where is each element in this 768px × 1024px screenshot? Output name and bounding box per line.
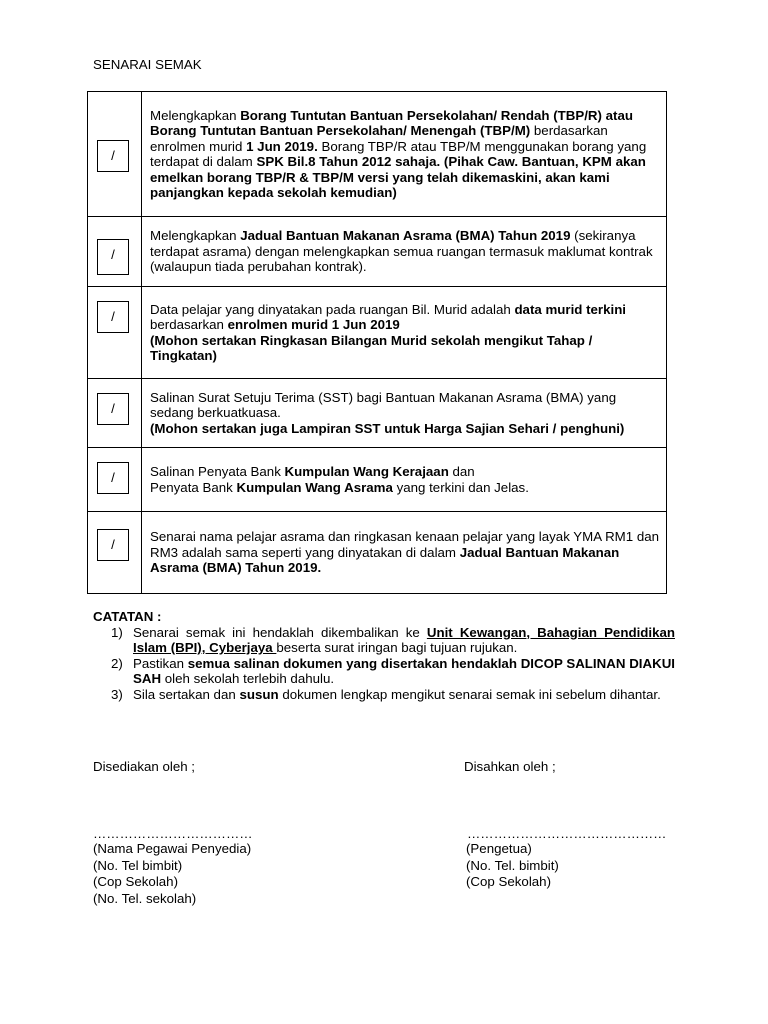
preparer-phone-label: (No. Tel bimbit) bbox=[93, 857, 183, 873]
checklist-text: Senarai nama pelajar asrama dan ringkasan kenaan pelajar yang layak YMA RM1 dan RM3 adalah sama seperti yang dinyatakan di dalam Jadual Bantuan Makanan Asrama (BMA) Tahun 2019. bbox=[142, 512, 667, 594]
notes-section bbox=[93, 609, 675, 702]
checklist-row bbox=[88, 287, 667, 379]
list-item: 3) Sila sertakan dan susun dokumen lengkap mengikut senarai semak ini sebelum dihantar. bbox=[111, 686, 661, 702]
checklist-text: Salinan Surat Setuju Terima (SST) bagi Bantuan Makanan Asrama (BMA) yang sedang berkuatkuasa. (Mohon sertakan juga Lampiran SST untuk Harga Sajian Sehari / penghuni) bbox=[142, 379, 667, 448]
approver-details bbox=[466, 841, 559, 891]
approver-name-label: (Pengetua) bbox=[466, 841, 532, 856]
checklist-row bbox=[88, 512, 667, 594]
preparer-details bbox=[93, 841, 251, 907]
signature-line-left: ……………………………… bbox=[93, 826, 253, 841]
checkbox[interactable]: / bbox=[97, 239, 129, 275]
checklist-text: Salinan Penyata Bank Kumpulan Wang Kerajaan dan Penyata Bank Kumpulan Wang Asrama yang terkini dan Jelas. bbox=[142, 448, 667, 512]
approver-stamp-label: (Cop Sekolah) bbox=[466, 874, 551, 889]
checkbox[interactable]: / bbox=[97, 140, 129, 172]
notes-list bbox=[93, 625, 675, 703]
checklist-row bbox=[88, 217, 667, 287]
checklist-text: Melengkapkan Borang Tuntutan Bantuan Persekolahan/ Rendah (TBP/R) atau Borang Tuntutan Bantuan Persekolahan/ Menengah (TBP/M) berdasarkan enrolmen murid 1 Jun 2019. Borang TBP/R atau TBP/M menggunakan borang yang terdapat di dalam SPK Bil.8 Tahun 2012 sahaja. (Pihak Caw. Bantuan, KPM akan emelkan borang TBP/R & TBP/M versi yang telah dikemaskini, akan kami panjangkan kepada sekolah kemudian) bbox=[142, 92, 667, 217]
checklist-table bbox=[87, 91, 667, 594]
checklist-row bbox=[88, 379, 667, 448]
list-item: 1) Senarai semak ini hendaklah dikembalikan ke Unit Kewangan, Bahagian Pendidikan Islam (BPI), Cyberjaya beserta surat iringan bagi tujuan rujukan. bbox=[111, 624, 675, 655]
preparer-stamp-label: (Cop Sekolah) bbox=[93, 874, 178, 889]
checklist-row bbox=[88, 92, 667, 217]
preparer-name-label: (Nama Pegawai Penyedia) bbox=[93, 841, 252, 856]
checkbox[interactable]: / bbox=[97, 301, 129, 333]
checkbox[interactable]: / bbox=[97, 529, 129, 561]
checkbox[interactable]: / bbox=[97, 393, 129, 425]
prepared-by-label: Disediakan oleh ; bbox=[93, 759, 196, 774]
approver-phone-label: (No. Tel. bimbit) bbox=[466, 857, 559, 873]
checkbox[interactable]: / bbox=[97, 462, 129, 494]
school-phone-label: (No. Tel. sekolah) bbox=[93, 890, 197, 906]
checklist-text: Melengkapkan Jadual Bantuan Makanan Asrama (BMA) Tahun 2019 (sekiranya terdapat asrama) dengan melengkapkan semua ruangan termasuk maklumat kontrak (walaupun tiada perubahan kontrak). bbox=[142, 217, 667, 287]
checklist-text: Data pelajar yang dinyatakan pada ruangan Bil. Murid adalah data murid terkini berdasarkan enrolmen murid 1 Jun 2019 (Mohon sertakan Ringkasan Bilangan Murid sekolah mengikut Tahap / Tingkatan) bbox=[142, 287, 667, 379]
approved-by-label: Disahkan oleh ; bbox=[464, 759, 556, 774]
signature-line-right: ……………………………………… bbox=[467, 826, 667, 841]
checklist-row bbox=[88, 448, 667, 512]
list-item: 2) Pastikan semua salinan dokumen yang disertakan hendaklah DICOP SALINAN DIAKUI SAH oleh sekolah terlebih dahulu. bbox=[111, 655, 675, 686]
notes-heading: CATATAN : bbox=[93, 609, 162, 624]
page-title: SENARAI SEMAK bbox=[93, 57, 202, 72]
